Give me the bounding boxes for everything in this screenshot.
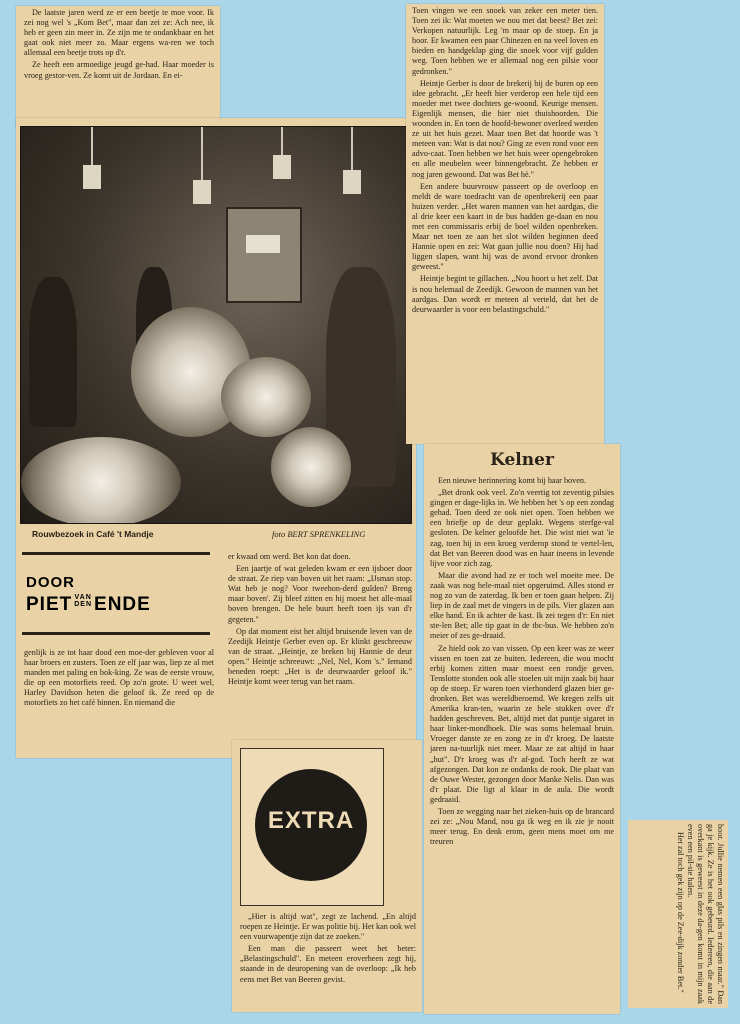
byline-last-name: ENDE xyxy=(94,594,151,615)
clipping-vertical xyxy=(628,820,728,1008)
paragraph: Toen ze wegging naar het zieken-huis op de brancard zei ze: „Nou Mand, nou ga ik weg en ik zie je nooit meer terug. En denk erom, geen mens moet om me treuren xyxy=(430,807,614,847)
paragraph: Het zal toch gek zijn op de Zee-dijk zonder Bet." xyxy=(675,832,685,993)
paragraph: „Hier is altijd wat", zegt ze lachend. „En altijd roepen ze Heintje. Er was politie bij. Het kan ook wel een vuurwapentje zijn dat ze zoeken." xyxy=(240,912,416,942)
paragraph: Een man die passeert weet het beter: „Belastingschuld". En meteen eroverheen zegt hij, staande in de deuropening van de overloop: „Ik heb eens met Bet van Beeren gevist. xyxy=(240,944,416,984)
photo-caption-row xyxy=(20,524,410,544)
byline-rule-top xyxy=(22,552,210,555)
photo-credit: foto BERT SPRENKELING xyxy=(272,529,366,539)
paragraph: Ze heeft een armoedige jeugd ge-had. Haar moeder is vroeg gestor-ven. Ze komt uit de Jordaan. En ei- xyxy=(24,60,214,80)
paragraph: Heintje Gerber is door de brekerij bij de buren op een idee gebracht. „Er heeft hier verderop een hele tijd een moeder met twee dochters ge-woond. Keurige mensen. Eigenlijk mensen, die hier niet thuishoorden. Die woonden in. En toen de hoofd-bewoner overleed werden ze uit het huis gezet. Maar toen Bet dat hoorde was 't meteen van: Wat is dat nou? Ging ze even rond voor een advo-caat. Toen hebben we het huis weer opengebroken en alle meubelen weer binnengebracht. Ze hebben er nog jaren gewoond. Dat was Bet hè." xyxy=(412,78,598,179)
paragraph: Heintje begint te gillachen. „Nou hoort u het zelf. Dat is nou helemaal de Zeedijk. Gewoon de mannen van het aardgas. Dan wordt er meteen al verteld, dat het de deurwaarder is voor een belastingschuld." xyxy=(412,274,598,314)
byline-particle: VAN DEN xyxy=(74,594,93,608)
vertical-text-block xyxy=(628,820,728,1008)
paragraph: genlijk is ze tot haar dood een moe-der gebleven voor al haar broers en zusters. Toen ze elf jaar was, liep ze al met manden met paling en bok-king. Ze was de eerste vrouw, die op een motorfiets reed. Op zo'n grote. U weet wel, Harley Davidson heten die geloof ik. Ze reed op de motorfiets zo het café binnen. En niemand die xyxy=(24,648,214,708)
section-heading-kelner: Kelner xyxy=(490,450,554,470)
paragraph: Een nieuwe herinnering komt bij haar boven. xyxy=(438,476,587,485)
extra-logo xyxy=(255,769,367,881)
extra-logo-box xyxy=(240,748,384,906)
byline xyxy=(22,552,212,642)
paragraph: „Bet dronk ook veel. Zo'n veertig tot zeventig pilsies gingen er dage-lijks in. We hebben het 's op een zondag gehad. Toen deed ze ook niet open. Toen hebben we een briefje op de deur geplakt. Wegens sterfge-val gesloten. De kelner geloofde het. Die wist niet wat 'ie zag, toen hij in een kroeg verderop stond te vertel-len, dat Bet van Beeren dood was en haar ineens in levende lijve voor zich zag. xyxy=(430,488,614,568)
paragraph: Toen vingen we een snoek van zeker een meter tien. Toen zei ik: Wat moeten we nou met dat beest? Bet zei: Verkopen natuurlijk. Leg 'm maar op de stoep. En ja hoor. Er kwamen een paar Chinezen en na veel loven en bieden en handgeklap ging die snoek voor vijf gulden weg. Toen hebben we er allemaal nog een pilsie voor gedronken." xyxy=(412,6,598,76)
column-left-bottom xyxy=(24,648,214,709)
byline-name xyxy=(26,594,151,616)
clipping-right-bottom xyxy=(424,444,620,1014)
photo-caption: Rouwbezoek in Café 't Mandje xyxy=(32,529,154,539)
paragraph: Een jaartje of wat geleden kwam er een ijsboer door de straat. Ze riep van boven uit het raam: „IJsman stop. Wat heb je nog? Voor tweehon-derd gulden? Breng maar boven'. Zij bleef zitten en hij moest het alle-maal boven brengen. De hele buurt heeft toen ijs van d'r gegeten." xyxy=(228,564,412,624)
byline-first-name: PIET xyxy=(26,594,73,615)
paragraph: Op dat moment eist het altijd bruisende leven van de Zeedijk Heintje Gerber even op. Er klinkt geschreeuw van de straat. „Heintje, ze breken bij Hannie de deur open." Heintje schreeuwt: „Nel, Nel, Kom 's." Iemand beneden roept: „Het is de deurwaarder geloof ik." Heintje komt weer terug van het raam. xyxy=(228,626,412,687)
paragraph: Ze hield ook zo van vissen. Op een keer was ze weer vissen en toen zat ze buiten. Iedereen, die wou mocht erbij komen zitten maar moest een rondje geven. Tenslotte stonden ook alle stoelen uit mijn zaak bij haar op de stoep. Er waren toen vierhonderd glazen bier ge-dronken. Bet was wereldberoemd. We kregen zelfs uit Amerika kran-ten, waarin ze hele stukken over d'r hadden geschreven. Bet, altijd met dat puntje sigaret in haar linker-mondhoek. Die was soms helemaal bruin. Vroeger danste ze en zong ze in d'r kroeg. De laatste jaren na-tuurlijk niet meer. Maar ze zat altijd in haar „hut". D'r kroeg was d'r af-god. Toch heeft ze wat afgezongen. Dat kon ze ondanks de rook. Die plaat van de Ouwe Wester, gezongen door Manke Nelis. Dan was d'r plaat. Die ligt al klaar in de aula. Die wordt gedraaid. xyxy=(430,643,614,804)
column-mid-bottom xyxy=(228,552,412,687)
paragraph: Maar die avond had ze er toch wel moeite mee. De zaak was nog hele-maal niet opgeruimd. Alles stond er nog zo van de zaterdag. Ik ben er toen gaan helpen. Zij liep in de zaal met de vingers in de pils. Vier glazen aan elke hand. En ik achter de kast. Ik zei tegen d'r: En niet ste-len Bet; alle tip gaat in de tbc-bus. We hebben zo'n meier of zes ge-draaid. xyxy=(430,570,614,641)
paragraph: er kwaad om werd. Bet kon dat doen. xyxy=(228,552,351,561)
extra-logo-text: EXTRA xyxy=(267,807,355,834)
funeral-photo xyxy=(20,126,412,524)
byline-rule-bottom xyxy=(22,632,210,635)
paragraph: De laatste jaren werd ze er een beetje te moe voor. Ik zei nog wel 's „Kom Bet", maar dan zei ze: Ach nee, ik heb er geen zin meer in. Ze zijn me te ondankbaar en het gaat ook niet meer zo. Maar ergens wa-ren we toch allemaal een beetje trots op d'r. xyxy=(24,8,214,58)
paragraph: hoor. Jullie nemen een glas pils en zingen maar." Dan ga je kijk. Ze is het ook gebeurd. Iedereen, die aan de overkant is geweest in deze da-gen komt in mijn zaak even een pil-sie halen. xyxy=(685,824,725,1004)
column-mid-extra xyxy=(240,912,416,985)
byline-door: DOOR xyxy=(26,574,75,591)
paragraph: Een andere buurvrouw passeert op de overloop en meldt de ware toedracht van de openbrekerij een paar huizen verder. „Het waren mannen van het aardgas, die al drie keer een kaart in de bus hadden ge-daan en nou met een commissaris erbij de boel wilden openbreken. Maar net toen ze aan het slot wilden beginnen deed Hannie open en zei: Wat gaan jullie nou doen? Hij had liggen slapen, want hij was de avond ervoor dronken geweest." xyxy=(412,181,598,272)
clipping-top-left xyxy=(16,6,220,128)
clipping-right-top xyxy=(406,4,604,444)
